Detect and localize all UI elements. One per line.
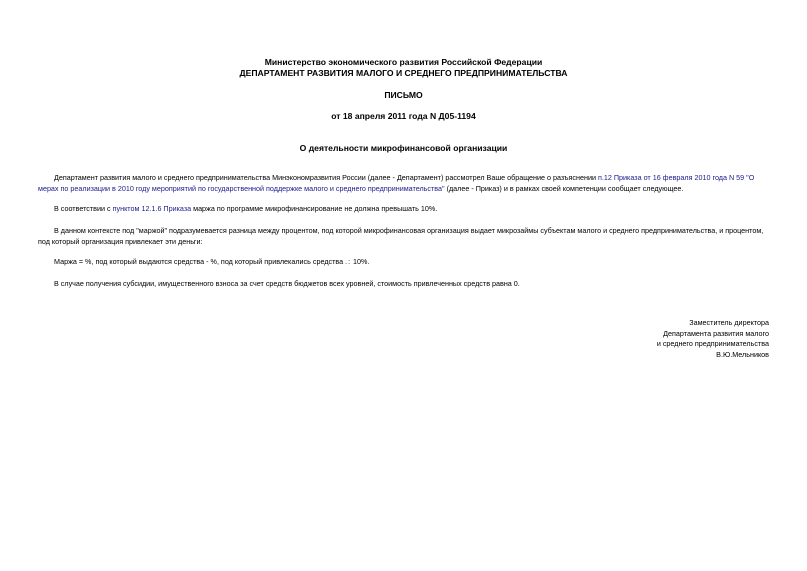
clause-link[interactable]: пунктом 12.1.6 Приказа [112, 204, 192, 213]
signature-title-line-3: и среднего предпринимательства [656, 339, 769, 348]
paragraph-4: В случае получения субсидии, имущественного взноса за счет средств бюджетов всех уровней, стоимость привлеченных средств равна 0. [54, 279, 520, 288]
signature-block [469, 318, 769, 360]
department-name: ДЕПАРТАМЕНТ РАЗВИТИЯ МАЛОГО И СРЕДНЕГО ПРЕДПРИНИМАТЕЛЬСТВА [239, 68, 568, 78]
signature-title-line-2: Департамента развития малого [663, 328, 769, 338]
paragraph-1 [38, 172, 770, 194]
formula-text-start: Маржа = %, под который выдаются средства - %, под который привлекались средства [54, 257, 346, 266]
document-type: ПИСЬМО [384, 90, 423, 100]
paragraph-2-text-end: маржа по программе микрофинансирование не должна превышать 10%. [191, 204, 438, 213]
signature-title-line-1: Заместитель директора [689, 318, 769, 327]
paragraph-1-text-start: Департамент развития малого и среднего предпринимательства Минэкономразвития России (далее - Департамент) рассмотрел Ваше обращение о разъяснении [54, 173, 598, 182]
formula-line [38, 256, 770, 268]
order-link[interactable]: п.12 Приказа от 16 февраля 2010 года N 59 "О мерах по реализации в 2010 году мероприятий по государственной поддержке малого и среднего предпринимательства" [38, 173, 755, 193]
paragraph-2-text-start: В соответствии с [54, 204, 113, 213]
signatory-name: В.Ю.Мельников [716, 349, 769, 359]
document-date-number: от 18 апреля 2011 года N Д05-1194 [331, 111, 476, 121]
formula-text-end: 10%. [351, 257, 370, 266]
less-or-equal-symbol: .: [345, 259, 352, 266]
paragraph-2 [38, 203, 770, 214]
ministry-name: Министерство экономического развития Российской Федерации [264, 57, 543, 67]
document-subject: О деятельности микрофинансовой организации [299, 143, 508, 153]
paragraph-3: В данном контексте под "маржой" подразумевается разница между процентом, под которой микрофинансовая организация выдает микрозаймы субъектам малого и среднего предпринимательства, и процентом, под который организация привлекает эти деньги: [38, 226, 764, 246]
paragraph-1-text-end: (далее - Приказ) и в рамках своей компетенции сообщает следующее. [444, 184, 684, 193]
